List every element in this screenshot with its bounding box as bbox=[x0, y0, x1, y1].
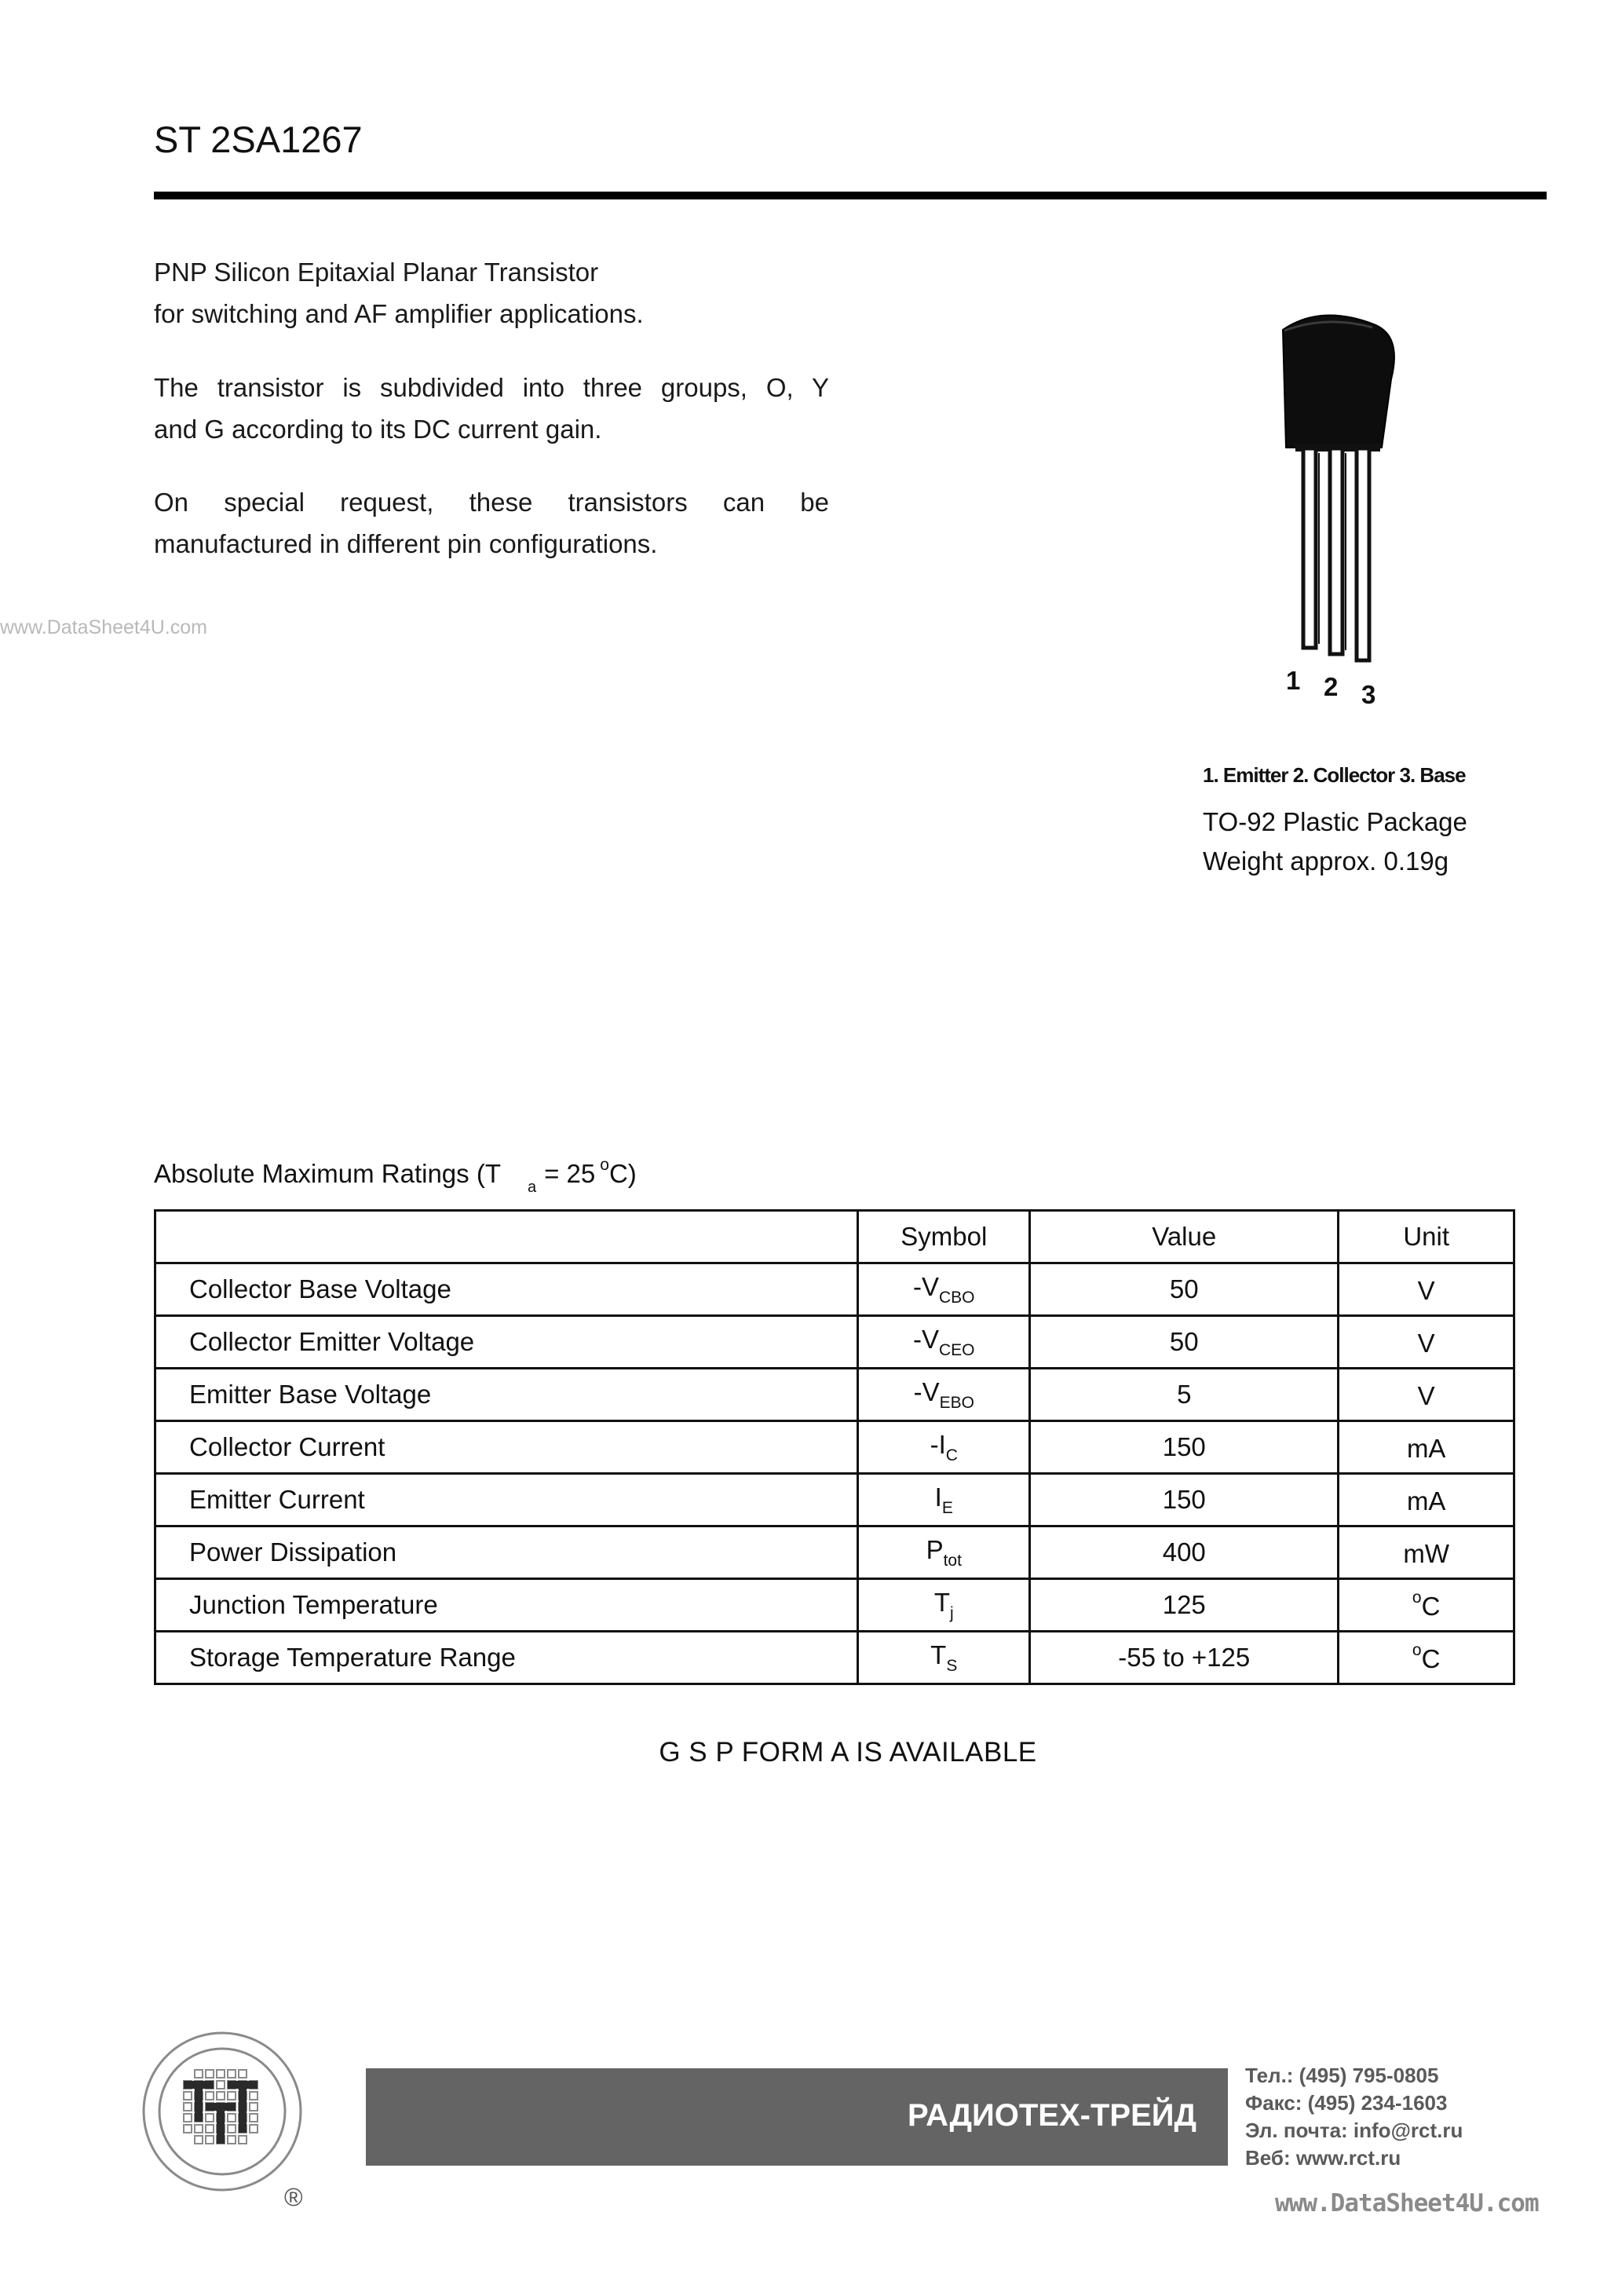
value-cell: 5 bbox=[1030, 1369, 1339, 1421]
contact-block bbox=[1245, 2062, 1463, 2172]
watermark-left: www.DataSheet4U.com bbox=[0, 616, 208, 638]
pin-label-1: 1 bbox=[1286, 666, 1301, 695]
company-logo bbox=[140, 2029, 305, 2194]
symbol-main: -V bbox=[913, 1271, 939, 1301]
symbol-sub: E bbox=[941, 1498, 953, 1517]
unit-cell bbox=[1339, 1316, 1514, 1369]
package-type: TO-92 Plastic Package bbox=[1203, 807, 1467, 836]
header-symbol: Symbol bbox=[858, 1211, 1030, 1263]
unit-main: C bbox=[1421, 1644, 1441, 1673]
symbol-main: -V bbox=[913, 1324, 939, 1354]
symbol-cell bbox=[858, 1421, 1030, 1474]
description-line-1: PNP Silicon Epitaxial Planar Transistor bbox=[154, 258, 599, 287]
table-row bbox=[155, 1579, 1514, 1632]
unit-main: V bbox=[1417, 1381, 1435, 1410]
value-cell: 50 bbox=[1030, 1316, 1339, 1369]
symbol-main: -V bbox=[913, 1377, 940, 1406]
parameter-cell: Emitter Current bbox=[155, 1474, 858, 1526]
unit-main: V bbox=[1417, 1276, 1435, 1305]
unit-main: mA bbox=[1406, 1434, 1446, 1463]
table-header-row bbox=[155, 1211, 1514, 1263]
groups-line-1: The transistor is subdivided into three groups, O, Y bbox=[154, 373, 829, 402]
ratings-title-suffix: C) bbox=[608, 1159, 637, 1188]
unit-cell bbox=[1339, 1263, 1514, 1316]
table-row bbox=[155, 1526, 1514, 1579]
special-line-2: manufactured in different pin configurations. bbox=[154, 529, 658, 558]
pin-label-2: 2 bbox=[1324, 672, 1339, 701]
value-cell: 125 bbox=[1030, 1579, 1339, 1632]
table-row bbox=[155, 1474, 1514, 1526]
table-row bbox=[155, 1263, 1514, 1316]
unit-main: mW bbox=[1403, 1539, 1449, 1568]
description-line-2: for switching and AF amplifier applications. bbox=[154, 299, 644, 328]
groups-line-2: and G according to its DC current gain. bbox=[154, 415, 602, 444]
title-divider bbox=[154, 192, 1547, 199]
contact-email: Эл. почта: info@rct.ru bbox=[1245, 2119, 1463, 2142]
unit-cell bbox=[1339, 1526, 1514, 1579]
package-weight: Weight approx. 0.19g bbox=[1203, 846, 1449, 876]
unit-cell bbox=[1339, 1474, 1514, 1526]
symbol-sub: S bbox=[946, 1656, 958, 1675]
ratings-title-degree: o bbox=[600, 1156, 609, 1174]
groups-paragraph bbox=[154, 367, 829, 450]
watermark-right: www.DataSheet4U.com bbox=[1275, 2189, 1539, 2217]
ratings-table bbox=[154, 1209, 1515, 1685]
symbol-cell bbox=[858, 1632, 1030, 1684]
ratings-title bbox=[154, 1156, 637, 1197]
symbol-sub: j bbox=[950, 1603, 954, 1622]
contact-web: Веб: www.rct.ru bbox=[1245, 2146, 1401, 2170]
value-cell: -55 to +125 bbox=[1030, 1632, 1339, 1684]
symbol-sub: C bbox=[945, 1446, 958, 1464]
symbol-cell bbox=[858, 1263, 1030, 1316]
ratings-title-sub: a bbox=[527, 1179, 537, 1196]
table-row bbox=[155, 1632, 1514, 1684]
pin-label-3: 3 bbox=[1361, 680, 1376, 709]
unit-cell bbox=[1339, 1632, 1514, 1684]
symbol-cell bbox=[858, 1369, 1030, 1421]
registered-mark: ® bbox=[284, 2183, 303, 2211]
value-cell: 400 bbox=[1030, 1526, 1339, 1579]
gsp-form-note: G S P FORM A IS AVAILABLE bbox=[659, 1737, 1037, 1768]
header-parameter bbox=[155, 1211, 858, 1263]
symbol-cell bbox=[858, 1316, 1030, 1369]
parameter-cell: Collector Emitter Voltage bbox=[155, 1316, 858, 1369]
ratings-title-value: = 25 bbox=[544, 1159, 596, 1188]
unit-sup: o bbox=[1412, 1641, 1422, 1659]
unit-cell bbox=[1339, 1579, 1514, 1632]
parameter-cell: Collector Base Voltage bbox=[155, 1263, 858, 1316]
contact-fax: Факс: (495) 234-1603 bbox=[1245, 2091, 1448, 2115]
parameter-cell: Emitter Base Voltage bbox=[155, 1369, 858, 1421]
symbol-cell bbox=[858, 1579, 1030, 1632]
value-cell: 150 bbox=[1030, 1474, 1339, 1526]
company-banner bbox=[366, 2068, 1228, 2166]
ratings-title-prefix: Absolute Maximum Ratings (T bbox=[154, 1159, 501, 1188]
parameter-cell: Storage Temperature Range bbox=[155, 1632, 858, 1684]
unit-sup: o bbox=[1412, 1589, 1422, 1607]
parameter-cell: Junction Temperature bbox=[155, 1579, 858, 1632]
unit-cell bbox=[1339, 1369, 1514, 1421]
table-row bbox=[155, 1369, 1514, 1421]
symbol-sub: tot bbox=[943, 1551, 962, 1570]
to92-package-illustration bbox=[1272, 310, 1413, 671]
symbol-main: T bbox=[933, 1587, 950, 1617]
table-row bbox=[155, 1316, 1514, 1369]
table-row bbox=[155, 1421, 1514, 1474]
unit-main: V bbox=[1417, 1329, 1435, 1358]
company-name: РАДИОТЕХ-ТРЕЙД bbox=[907, 2098, 1196, 2133]
symbol-main: T bbox=[930, 1640, 947, 1669]
special-request-paragraph bbox=[154, 481, 829, 565]
symbol-sub: CBO bbox=[939, 1288, 975, 1307]
pin-legend: 1. Emitter 2. Collector 3. Base bbox=[1203, 763, 1466, 787]
symbol-main: I bbox=[934, 1482, 942, 1512]
symbol-main: -I bbox=[930, 1429, 946, 1459]
description-paragraph bbox=[154, 251, 829, 335]
unit-cell bbox=[1339, 1421, 1514, 1474]
parameter-cell: Power Dissipation bbox=[155, 1526, 858, 1579]
symbol-cell bbox=[858, 1474, 1030, 1526]
unit-main: mA bbox=[1406, 1486, 1446, 1515]
value-cell: 50 bbox=[1030, 1263, 1339, 1316]
value-cell: 150 bbox=[1030, 1421, 1339, 1474]
symbol-sub: EBO bbox=[939, 1393, 974, 1412]
page-title: ST 2SA1267 bbox=[154, 119, 363, 160]
header-value: Value bbox=[1030, 1211, 1339, 1263]
parameter-cell: Collector Current bbox=[155, 1421, 858, 1474]
header-unit: Unit bbox=[1339, 1211, 1514, 1263]
symbol-cell bbox=[858, 1526, 1030, 1579]
symbol-main: P bbox=[926, 1534, 944, 1564]
unit-main: C bbox=[1421, 1592, 1441, 1621]
contact-phone: Тел.: (495) 795-0805 bbox=[1245, 2064, 1439, 2087]
special-line-1: On special request, these transistors can be bbox=[154, 488, 829, 517]
symbol-sub: CEO bbox=[939, 1340, 975, 1359]
